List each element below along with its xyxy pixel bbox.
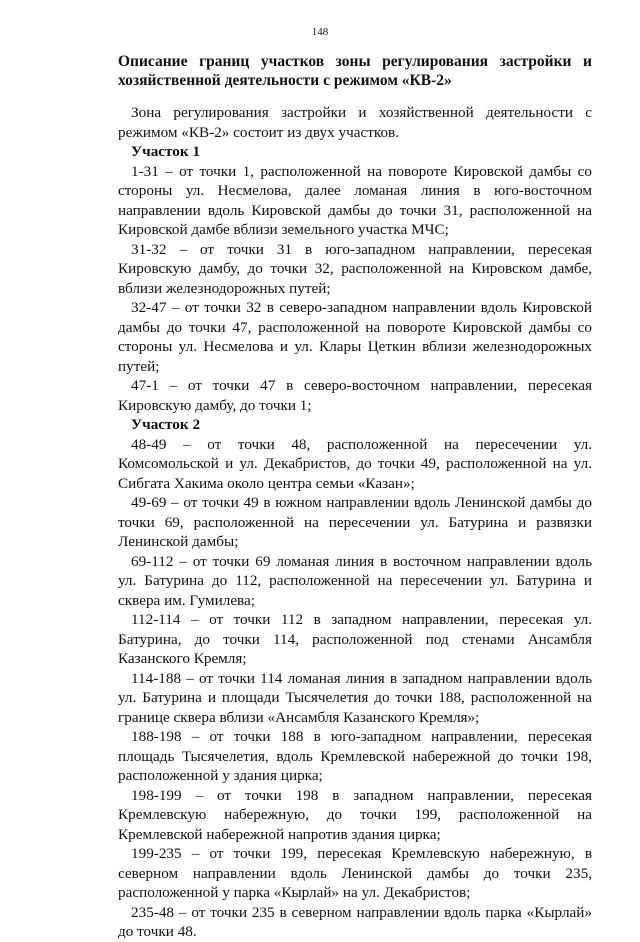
boundary-segment-198-199: 198-199 – от точки 198 в западном направлении, пересекая Кремлевскую набережную, до точки 199, расположенной на Кремлевской набережной напротив здания цирка; <box>118 786 592 843</box>
boundary-segment-188-198: 188-198 – от точки 188 в юго-западном направлении, пересекая площадь Тысячелетия, вдоль Кремлевской набережной до точки 198, расположенной у здания цирка; <box>118 728 592 784</box>
boundary-segment-1-31: 1-31 – от точки 1, расположенной на повороте Кировской дамбы со стороны ул. Несмелова, далее ломаная линия в юго-восточном направлении вдоль Кировской дамбы до точки 31, расположенной на Кировской дамбе вблизи земельного участка МЧС; <box>118 162 592 238</box>
boundary-segment-49-69: 49-69 – от точки 49 в южном направлении вдоль Ленинской дамбы до точки 69, расположенной на пересечении ул. Батурина и развязки Ленинской дамбы; <box>118 494 592 550</box>
intro-paragraph: Зона регулирования застройки и хозяйственной деятельности с режимом «КВ-2» состоит из двух участков. <box>118 104 592 141</box>
section-heading-2: Участок 2 <box>131 416 201 433</box>
boundary-segment-48-49: 48-49 – от точки 48, расположенной на пересечении ул. Комсомольской и ул. Декабристов, до точки 49, расположенной на ул. Сибгата Хакима около центра семьи «Казан»; <box>118 435 592 492</box>
boundary-segment-112-114: 112-114 – от точки 112 в западном направлении, пересекая ул. Батурина, до точки 114, расположенной под стенами Ансамбля Казанского Кремля; <box>118 611 592 667</box>
document-body <box>118 103 592 942</box>
boundary-segment-114-188: 114-188 – от точки 114 ломаная линия в западном направлении вдоль ул. Батурина и площади Тысячелетия до точки 188, расположенной на границе сквера вблизи «Ансамбля Казанского Кремля»; <box>118 669 592 726</box>
boundary-segment-235-48: 235-48 – от точки 235 в северном направлении вдоль парка «Кырлай» до точки 48. <box>118 903 592 940</box>
boundary-segment-69-112: 69-112 – от точки 69 ломаная линия в восточном направлении вдоль ул. Батурина до 112, расположенной на пересечении ул. Батурина и сквера им. Гумилева; <box>118 552 592 609</box>
boundary-segment-199-235: 199-235 – от точки 199, пересекая Кремлевскую набережную, в северном направлении вдоль Ленинской дамбы до точки 235, расположенной у парка «Кырлай» на ул. Декабристов; <box>118 845 592 901</box>
document-title: Описание границ участков зоны регулирования застройки и хозяйственной деятельности с режимом «КВ-2» <box>118 53 592 89</box>
page-number: 148 <box>311 26 329 38</box>
boundary-segment-47-1: 47-1 – от точки 47 в северо-восточном направлении, пересекая Кировскую дамбу, до точки 1; <box>118 377 592 414</box>
section-heading-1: Участок 1 <box>131 143 201 160</box>
boundary-segment-31-32: 31-32 – от точки 31 в юго-западном направлении, пересекая Кировскую дамбу, до точки 32, расположенной на Кировском дамбе, вблизи железнодорожных путей; <box>118 240 592 297</box>
boundary-segment-32-47: 32-47 – от точки 32 в северо-западном направлении вдоль Кировской дамбы до точки 47, расположенной на повороте Кировской дамбы со стороны ул. Несмелова и ул. Клары Цеткин вблизи железнодорожных путей; <box>118 299 592 375</box>
